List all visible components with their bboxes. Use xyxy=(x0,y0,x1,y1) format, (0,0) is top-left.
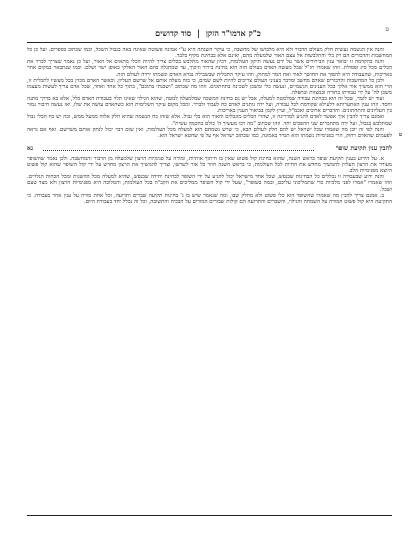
paragraph: והנה בהקדמה זו יבואר ענין הבירורים אשר על ידם נעשה תיקון העולמות, דכיון שהאור מתלבש בכלים צריך להיות הכלי מתאים אל האור, ועל כן נאמר שצריך לברר את הכלים מכל סיג ופסולת. וזהו שאמרו חז"ל שכל מעשה האדם בעולם הזה הוא בחינת בירור וזיכוך, עד שמתגלה בהם האור האלקי באופן ישר ושלם. וכמו שנתבאר במקום אחר באריכות, שהעבודה היא להפוך את החושך לאור ואת המר למתוק, וזהו עיקר התכלית שבשבילה נברא האדם ונשמתו ירדה לעולם הזה. xyxy=(27,59,392,78)
running-header xyxy=(0,28,416,38)
paragraph: א. על הידוע בענין תקיעת שופר בראש השנה, שהוא בחינת קול פשוט שאין בו חיתוך אותיות, ומורה על פנימיות הרצון שלמעלה מן הדבור והמחשבה. ולכן נאמר שהשופר מעורר את הרצון העליון להמשיך מחדש את החיות לכל העולמות, כי בראש השנה חוזר כל אור לשרשו, וצריך להמשיך את הרצון מחדש על ידי קול השופר שהוא קול פשוט היוצא מפנימיות הלב. xyxy=(27,155,392,175)
paragraph: ואמנם צריך להבין איך אפשר לאדם להגיע למדריגה זו, שהרי הכלים מוגבלים והאור הוא בלי גבול. אלא שזהו כח הנשמה שהיא חלק אלוה ממעל ממש, ובה יש כח הבלי גבול שמתלבש בגבול, ועל ידה מתחברים שני ההפכים יחד. וזהו שכתוב "מה רבו מעשיך ה' כולם בחכמה עשית". xyxy=(27,114,392,127)
header-book-title: כ"ק אדמו"ר הזקן xyxy=(205,28,261,38)
header-separator: | xyxy=(197,28,201,38)
section-heading xyxy=(27,144,392,153)
header-section-title: סוד קדושים xyxy=(155,28,192,38)
header-rule xyxy=(27,42,392,43)
main-text xyxy=(27,47,392,512)
dotted-leader xyxy=(43,150,314,151)
paragraph: ולכן כל המחשבות והדבורים שאדם מחשב ומדבר בעניני העולם צריכים להיות לשם שמים, כי בזה מעלה אותם אל שרשם העליון. וכאשר האדם מכוין בכל מעשיו לתכלית זו, הרי הוא ממשיך אור אלקי בכל הענינים הגשמיים, ונעשה כלי ומשכן לשכינה בתחתונים. וזהו מה שכתוב "ושכנתי בתוכם", בתוך כל אחד ואחד, שכל אדם צריך לעשות מעצמו משכן לה' על ידי עבודתו בתורה ובמצוות ובתפלה. xyxy=(27,77,392,96)
paragraph: והנה לפי זה יובן מה שאמרו שכל ישראל יש להם חלק לעולם הבא, כי שרש נשמתם הוא למעלה מכל העולמות, ואין שום דבר יכול לנתק אותם משרשם. ואף אם נראה לפעמים שהאדם רחוק, הרי בפנימיות נשמתו הוא תמיד באמונה, כמו שכתוב ישראל אף על פי שחטא ישראל הוא. xyxy=(27,126,392,139)
footer-rule xyxy=(27,515,392,516)
section-heading-title: להבין ענין תקיעת שופר xyxy=(335,144,392,152)
paragraph: והנה אין הנשמה נעשית חלק מעולם הדבור ולא היא מלבושו של מחשבה, כי עיקר השגתה היא ע"י אמונה פשוטה שאינה באה בגבול השכל, וכמו שכתוב בספרים. ועל כן כל המחשבות והדבורים הם רק כלי והתלבשות אל עצם האור שלמעלה מהם, ואינם אלא בבחינת מקיף בלבד. xyxy=(27,47,392,60)
paragraph: ב. אמנם צריך להבין מה שאמרו שהשופר הוא כלי פשוט ולא מחלק שבו, ומה שנאמר שיש בו ג' בחינות תקיעה שברים ותרועה, וכל אחת מורה על ענין אחר בעבודה. כי התקיעה היא קול פשוט המורה על השמחה והגילוי, והשברים והתרועה הם קולות שבורים המורים על הבכיה והתשובה, וכל זה נכלל יחד בעבודת היום. xyxy=(27,192,392,205)
section-heading-number: נא xyxy=(27,144,33,152)
paragraph: והנה ידוע שבעבודה זו נכללים כל הבחינות שבנפש, שכל אחד מישראל יכול להגיע על ידי השופר לבחינת יחידה שבנפש, שהיא למעלה מכל ההשגות ומכל הכחות הגלויים. וזהו שאמרו "אמרו לפני מלכיות כדי שתמליכוני עליכם, ובמה בשופר", שעל ידי קול השופר ממליכים את הקב"ה בכל העולמות, והמלוכה היא מפנימיות הרצון ולא מצד טעם ושכל. xyxy=(27,174,392,193)
margin-mark: ט xyxy=(398,132,402,138)
paragraph: ועוד יש לומר, שכל זה הוא בבחינת עבודה שמלמטה למעלה, אבל יש גם בחינת המשכה שמלמעלה למטה, שהוא הגילוי שאינו תלוי בעבודת האדם כלל, אלא בא בדרך מתנה וחסד. וזהו ענין האתערותא דלעילא שקודמת לכל עבודה, ועל ידה נותנים לאדם כח לעבוד ולברר. ומכל מקום עיקר השלימות הוא כשהאדם עושה את שלו, ואז נעשה חיבור גמור בין העליונים והתחתונים. והדברים ארוכים ואכמ"ל, ועיין לקמן בביאור הענין באריכות. xyxy=(27,96,392,115)
page-number: ט xyxy=(385,26,389,33)
